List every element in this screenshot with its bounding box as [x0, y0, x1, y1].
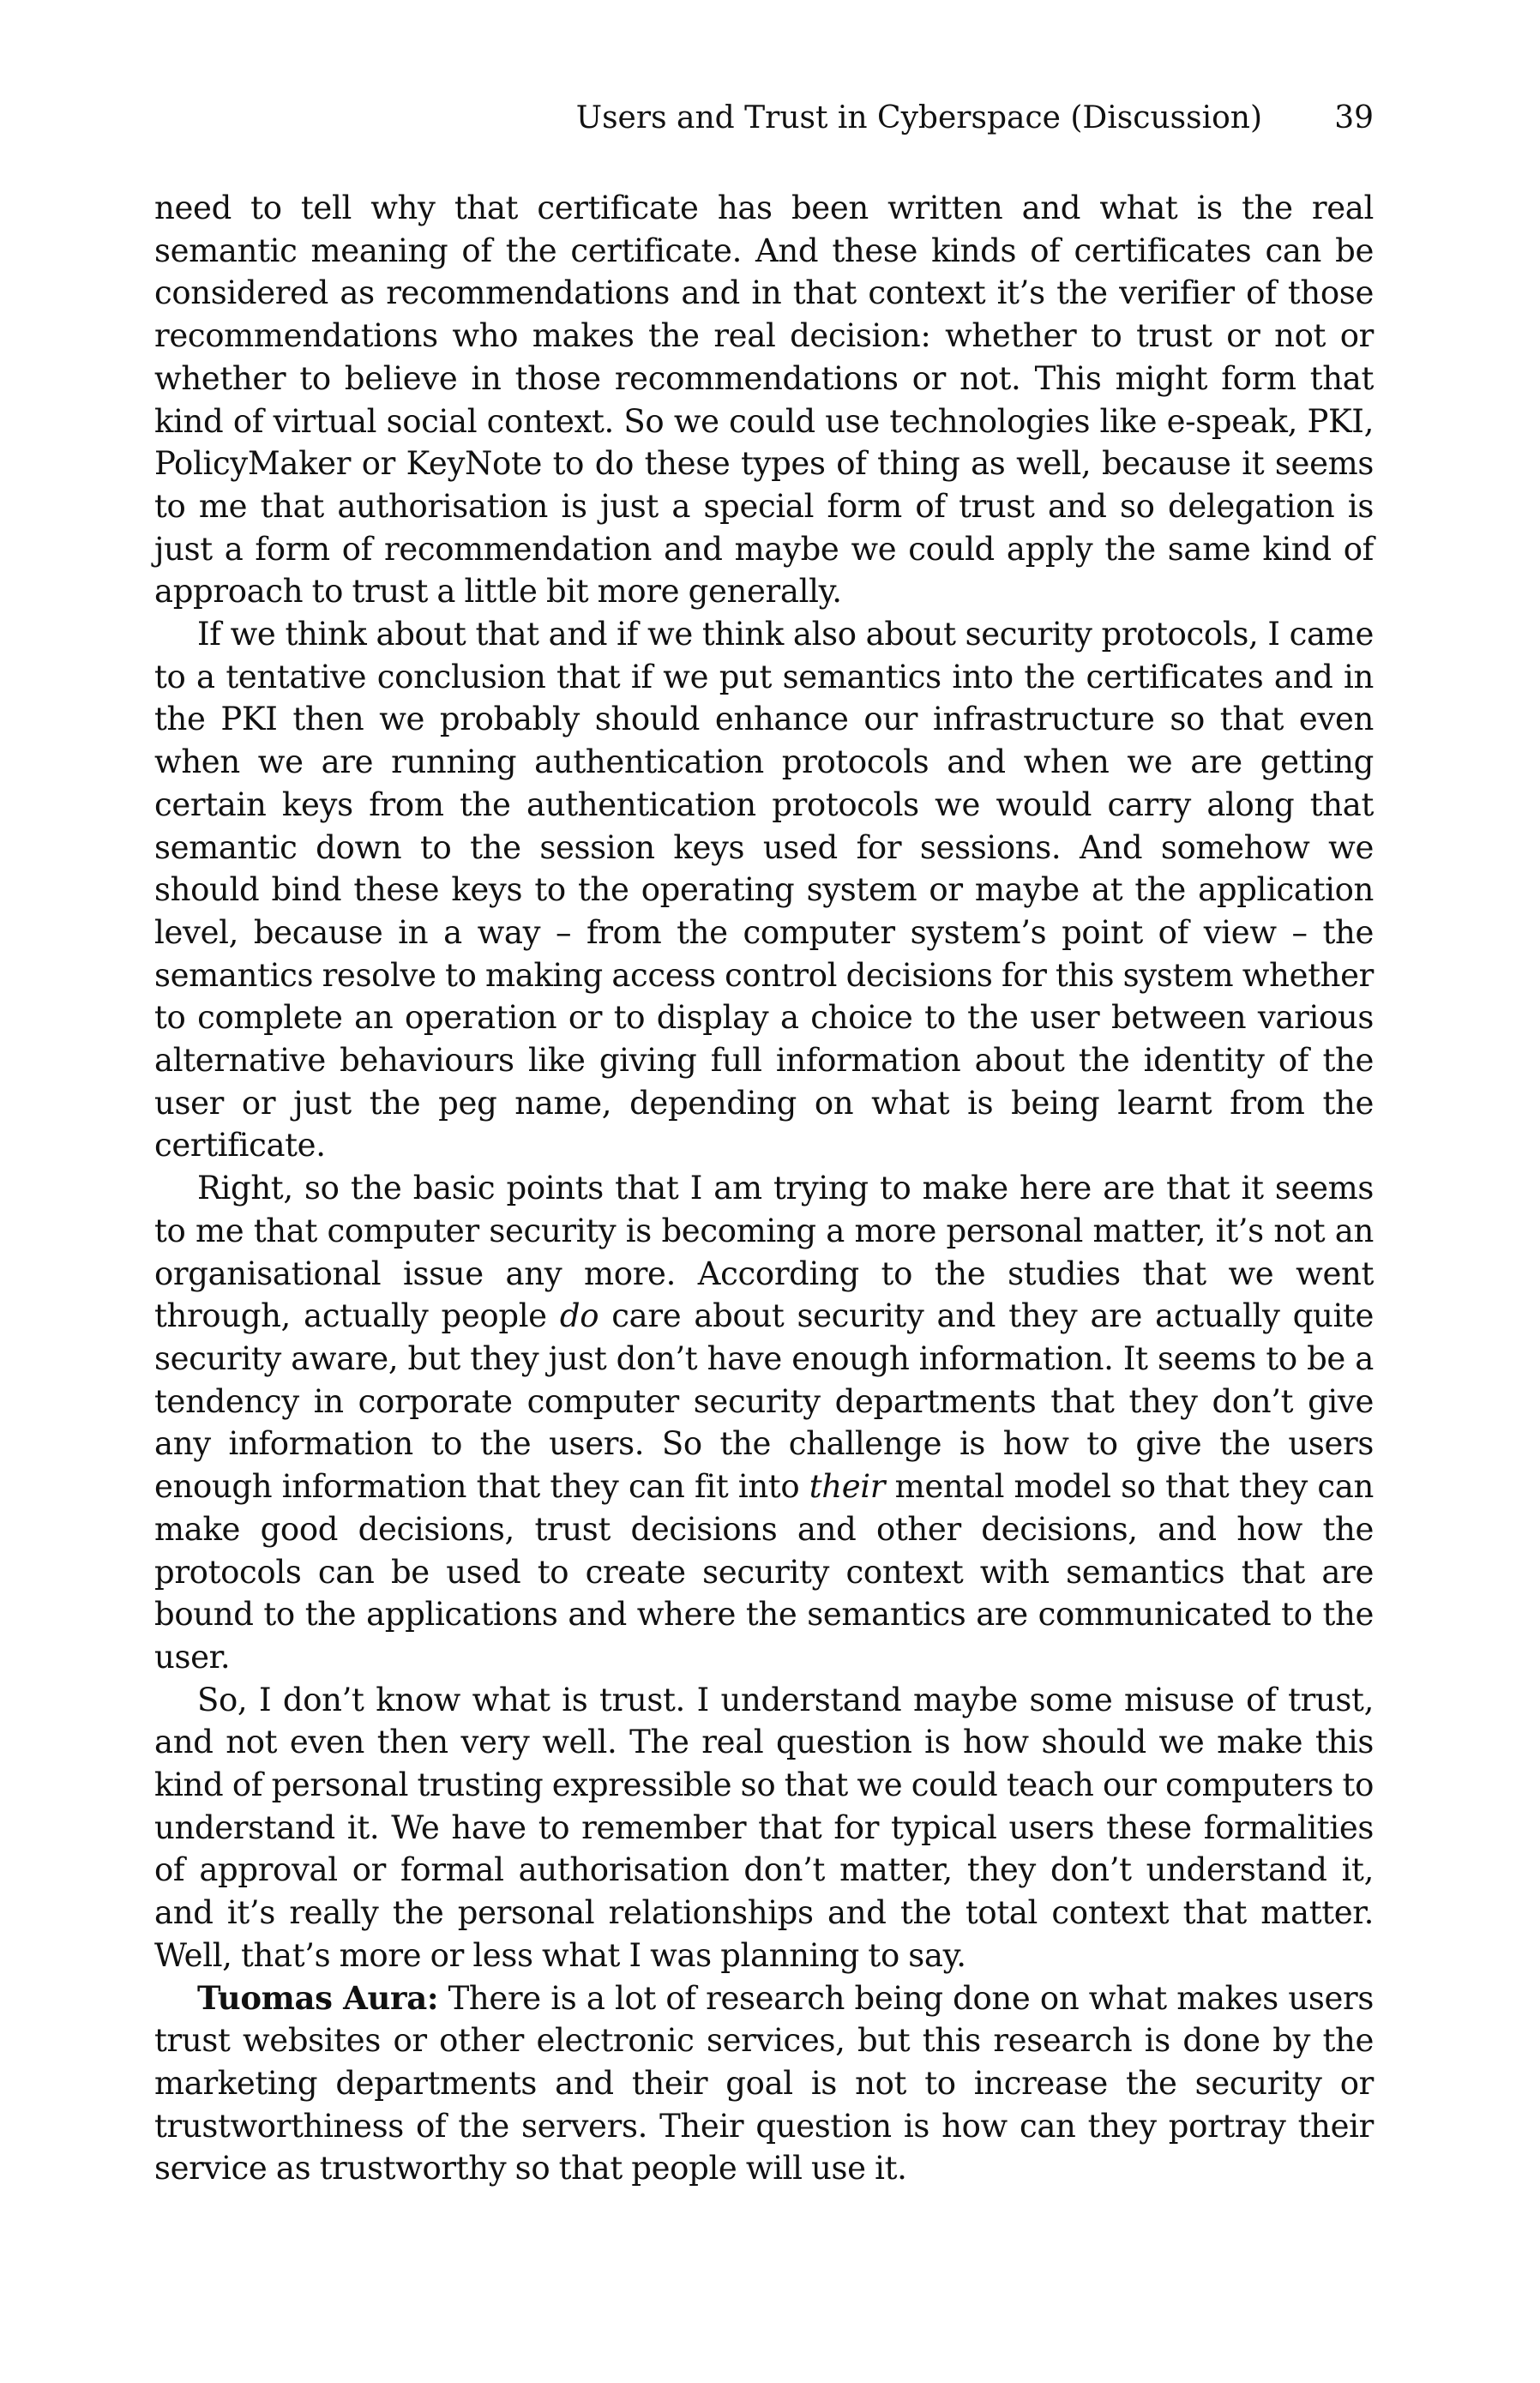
paragraph-1: need to tell why that certificate has been written and what is the real semantic meaning of the certificate. And these kinds of certificates can be considered as recommendations and in that context it’s the verifier of those recommendations who makes the real decision: whether to trust or not or whether to believe in those recommendations or not. This might form that kind of virtual social context. So we could use technologies like e-speak, PKI, PolicyMaker or KeyNote to do these types of thing as well, because it seems to me that authorisation is just a special form of trust and so delegation is just a form of recommendation and maybe we could apply the same kind of approach to trust a little bit more generally.	[154, 190, 1374, 611]
emphasis-do: do	[559, 1297, 599, 1335]
emphasis-their: their	[809, 1468, 886, 1506]
speaker-name: Tuomas Aura:	[197, 1978, 439, 2017]
paragraph-3-part-b: care about security and they are actually quite security aware, but they just don’t have enough information. It seems to be a tendency in corporate computer security departments that they don’t give any information to the users. So the challenge is how to give the users enough information that they can fit into	[154, 1297, 1374, 1506]
paragraph-3	[154, 1167, 1374, 1678]
body-text	[154, 187, 1374, 2190]
paragraph-4: So, I don’t know what is trust. I understand maybe some misuse of trust, and not even then very well. The real question is how should we make this kind of personal trusting expressible so that we could teach our computers to understand it. We have to remember that for typical users these formalities of approval or formal authorisation don’t matter, they don’t understand it, and it’s really the personal relationships and the total context that matter. Well, that’s more or less what I was planning to say.	[154, 1681, 1374, 1974]
paragraph-3-part-a: Right, so the basic points that I am trying to make here are that it seems to me that computer security is becoming a more personal matter, it’s not an organisational issue any more. According to the studies that we went through, actually people	[154, 1170, 1374, 1335]
running-head-title: Users and Trust in Cyberspace (Discussion)	[575, 100, 1262, 135]
paragraph-3-part-c: mental model so that they can make good decisions, trust decisions and other decisions, and how the protocols can be used to create security context with semantics that are bound to the applications and where the semantics are communicated to the user.	[154, 1468, 1374, 1676]
paragraph-5-text: There is a lot of research being done on what makes users trust websites or other electronic services, but this research is done by the marketing departments and their goal is not to increase the security or trustworthiness of the servers. Their question is how can they portray their service as trustworthy so that people will use it.	[154, 1979, 1375, 2187]
paragraph-2: If we think about that and if we think also about security protocols, I came to a tentative conclusion that if we put semantics into the certificates and in the PKI then we probably should enhance our infrastructure so that even when we are running authentication protocols and when we are getting certain keys from the authentication protocols we would carry along that semantic down to the session keys used for sessions. And somehow we should bind these keys to the operating system or maybe at the application level, because in a way – from the computer system’s point of view – the semantics resolve to making access control decisions for this system whether to complete an operation or to display a choice to the user between various alternative behaviours like giving full information about the identity of the user or just the peg name, depending on what is being learnt from the certificate.	[154, 616, 1374, 1164]
paragraph-5	[154, 1977, 1374, 2191]
page-number: 39	[1334, 100, 1374, 135]
running-head	[154, 93, 1374, 144]
